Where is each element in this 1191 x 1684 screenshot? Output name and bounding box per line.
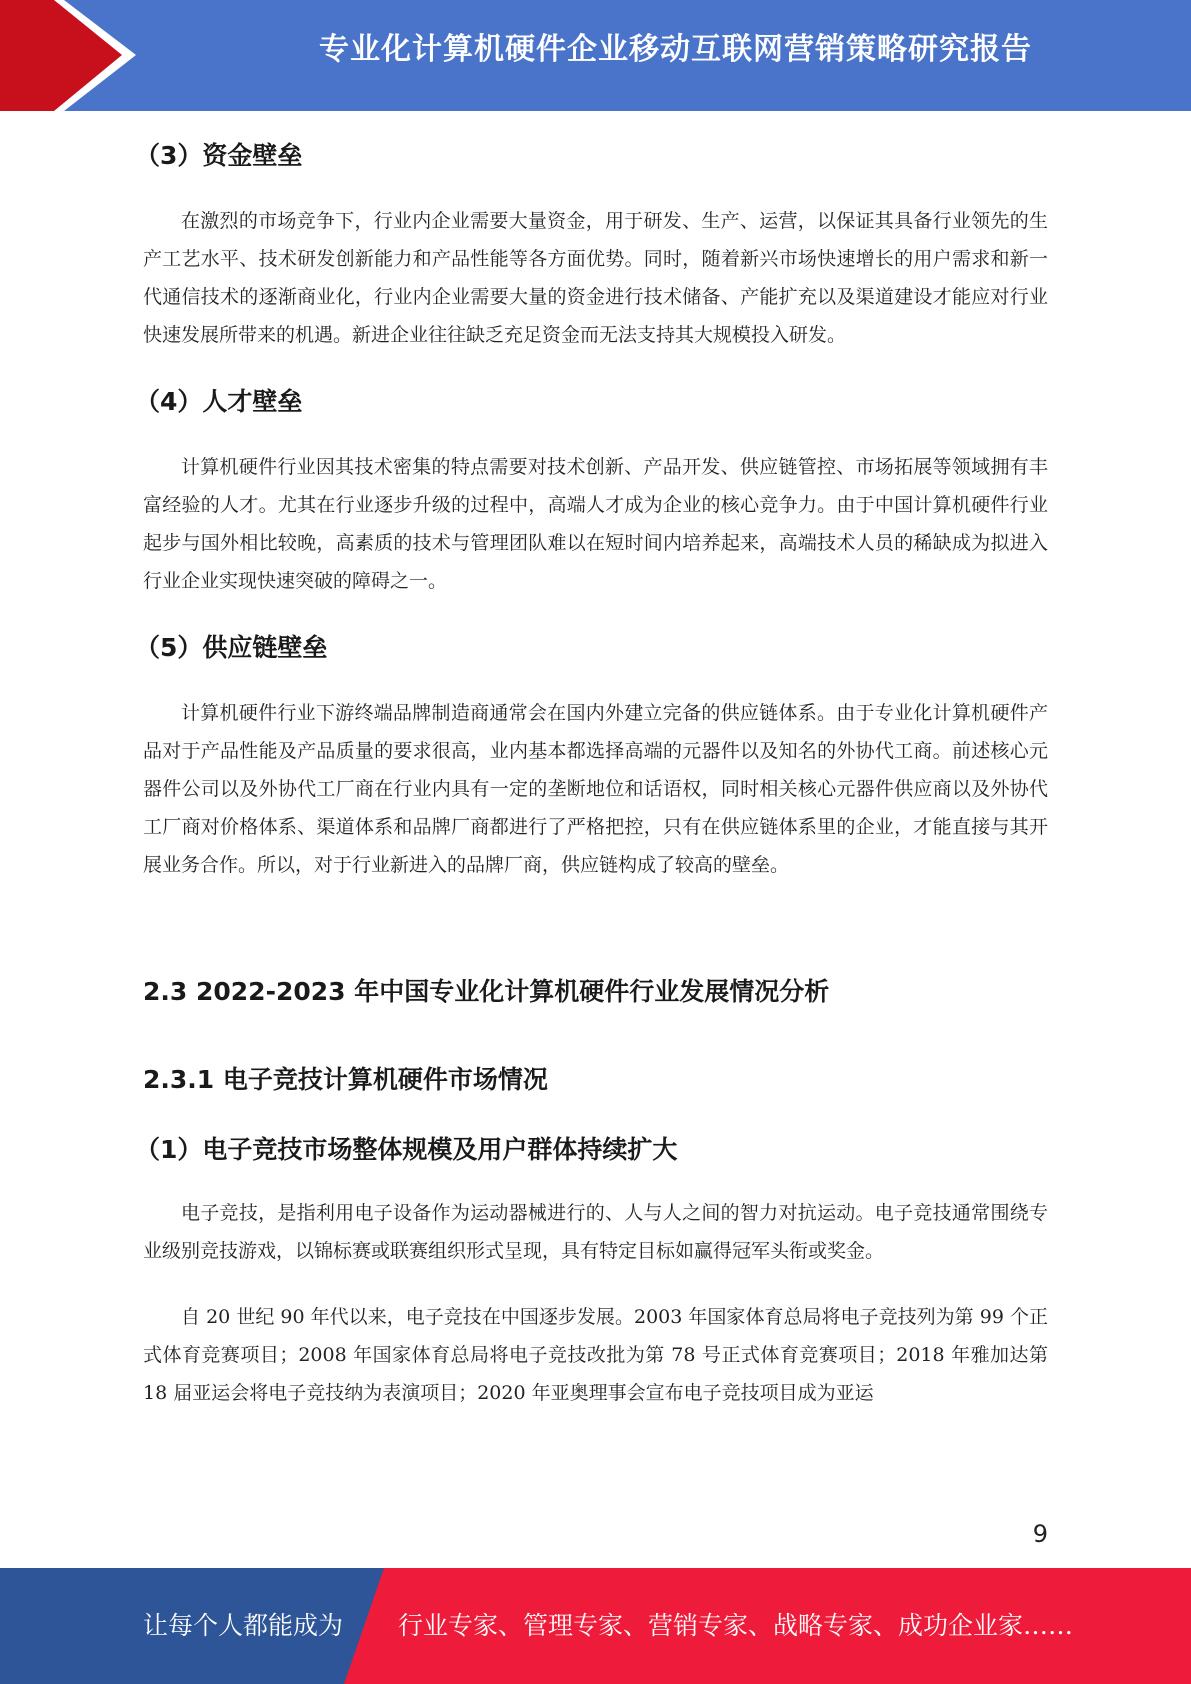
- heading-talent-barrier: （4）人才壁垒: [135, 387, 303, 416]
- paragraph-supply-chain-barrier: 计算机硬件行业下游终端品牌制造商通常会在国内外建立完备的供应链体系。由于专业化计算机硬件产品对于产品性能及产品质量的要求很高，业内基本都选择高端的元器件以及知名的外协代工商。前述核心元器件公司以及外协代工厂商在行业内具有一定的垄断地位和话语权，同时相关核心元器件供应商以及外协代工厂商对价格体系、渠道体系和品牌厂商都进行了严格把控，只有在供应链体系里的企业，才能直接与其开展业务合作。所以，对于行业新进入的品牌厂商，供应链构成了较高的壁垒。: [143, 702, 1048, 876]
- section-title-2-3-1: 2.3.1 电子竞技计算机硬件市场情况: [143, 1065, 548, 1094]
- page-header-band: [0, 0, 1191, 111]
- page-content: [135, 111, 1048, 1412]
- paragraph-esports-history: 自 20 世纪 90 年代以来，电子竞技在中国逐步发展。2003 年国家体育总局将电子竞技列为第 99 个正式体育竞赛项目；2008 年国家体育总局将电子竞技改批为第 78 号正式体育竞赛项目；2018 年雅加达第 18 届亚运会将电子竞技纳为表演项目；2020 年亚奥理事会宣布电子竞技项目成为亚运: [143, 1306, 1048, 1404]
- heading-funding-barrier: （3）资金壁垒: [135, 141, 303, 170]
- footer-slogan-left: 让每个人都能成为: [143, 1611, 344, 1640]
- paragraph-talent-barrier: 计算机硬件行业因其技术密集的特点需要对技术创新、产品开发、供应链管控、市场拓展等领域拥有丰富经验的人才。尤其在行业逐步升级的过程中，高端人才成为企业的核心竞争力。由于中国计算机硬件行业起步与国外相比较晚，高素质的技术与管理团队难以在短时间内培养起来，高端技术人员的稀缺成为拟进入行业企业实现快速突破的障碍之一。: [143, 456, 1048, 592]
- heading-supply-chain-barrier: （5）供应链壁垒: [135, 633, 328, 662]
- page-footer-band: [0, 1568, 1191, 1684]
- footer-slogan-right: 行业专家、管理专家、营销专家、战略专家、成功企业家……: [398, 1611, 1074, 1640]
- paragraph-funding-barrier: 在激烈的市场竞争下，行业内企业需要大量资金，用于研发、生产、运营，以保证其具备行业领先的生产工艺水平、技术研发创新能力和产品性能等各方面优势。同时，随着新兴市场快速增长的用户需求和新一代通信技术的逐渐商业化，行业内企业需要大量的资金进行技术储备、产能扩充以及渠道建设才能应对行业快速发展所带来的机遇。新进企业往往缺乏充足资金而无法支持其大规模投入研发。: [143, 210, 1048, 346]
- header-arrow-decoration: [0, 0, 150, 111]
- report-title: 专业化计算机硬件企业移动互联网营销策略研究报告: [319, 32, 1032, 67]
- section-title-2-3: 2.3 2022-2023 年中国专业化计算机硬件行业发展情况分析: [143, 977, 830, 1006]
- paragraph-esports-definition: 电子竞技，是指利用电子设备作为运动器械进行的、人与人之间的智力对抗运动。电子竞技通常围绕专业级别竞技游戏，以锦标赛或联赛组织形式呈现，具有特定目标如赢得冠军头衔或奖金。: [143, 1202, 1048, 1262]
- heading-esports-market: （1）电子竞技市场整体规模及用户群体持续扩大: [135, 1135, 678, 1164]
- page-number: 9: [1032, 1520, 1048, 1548]
